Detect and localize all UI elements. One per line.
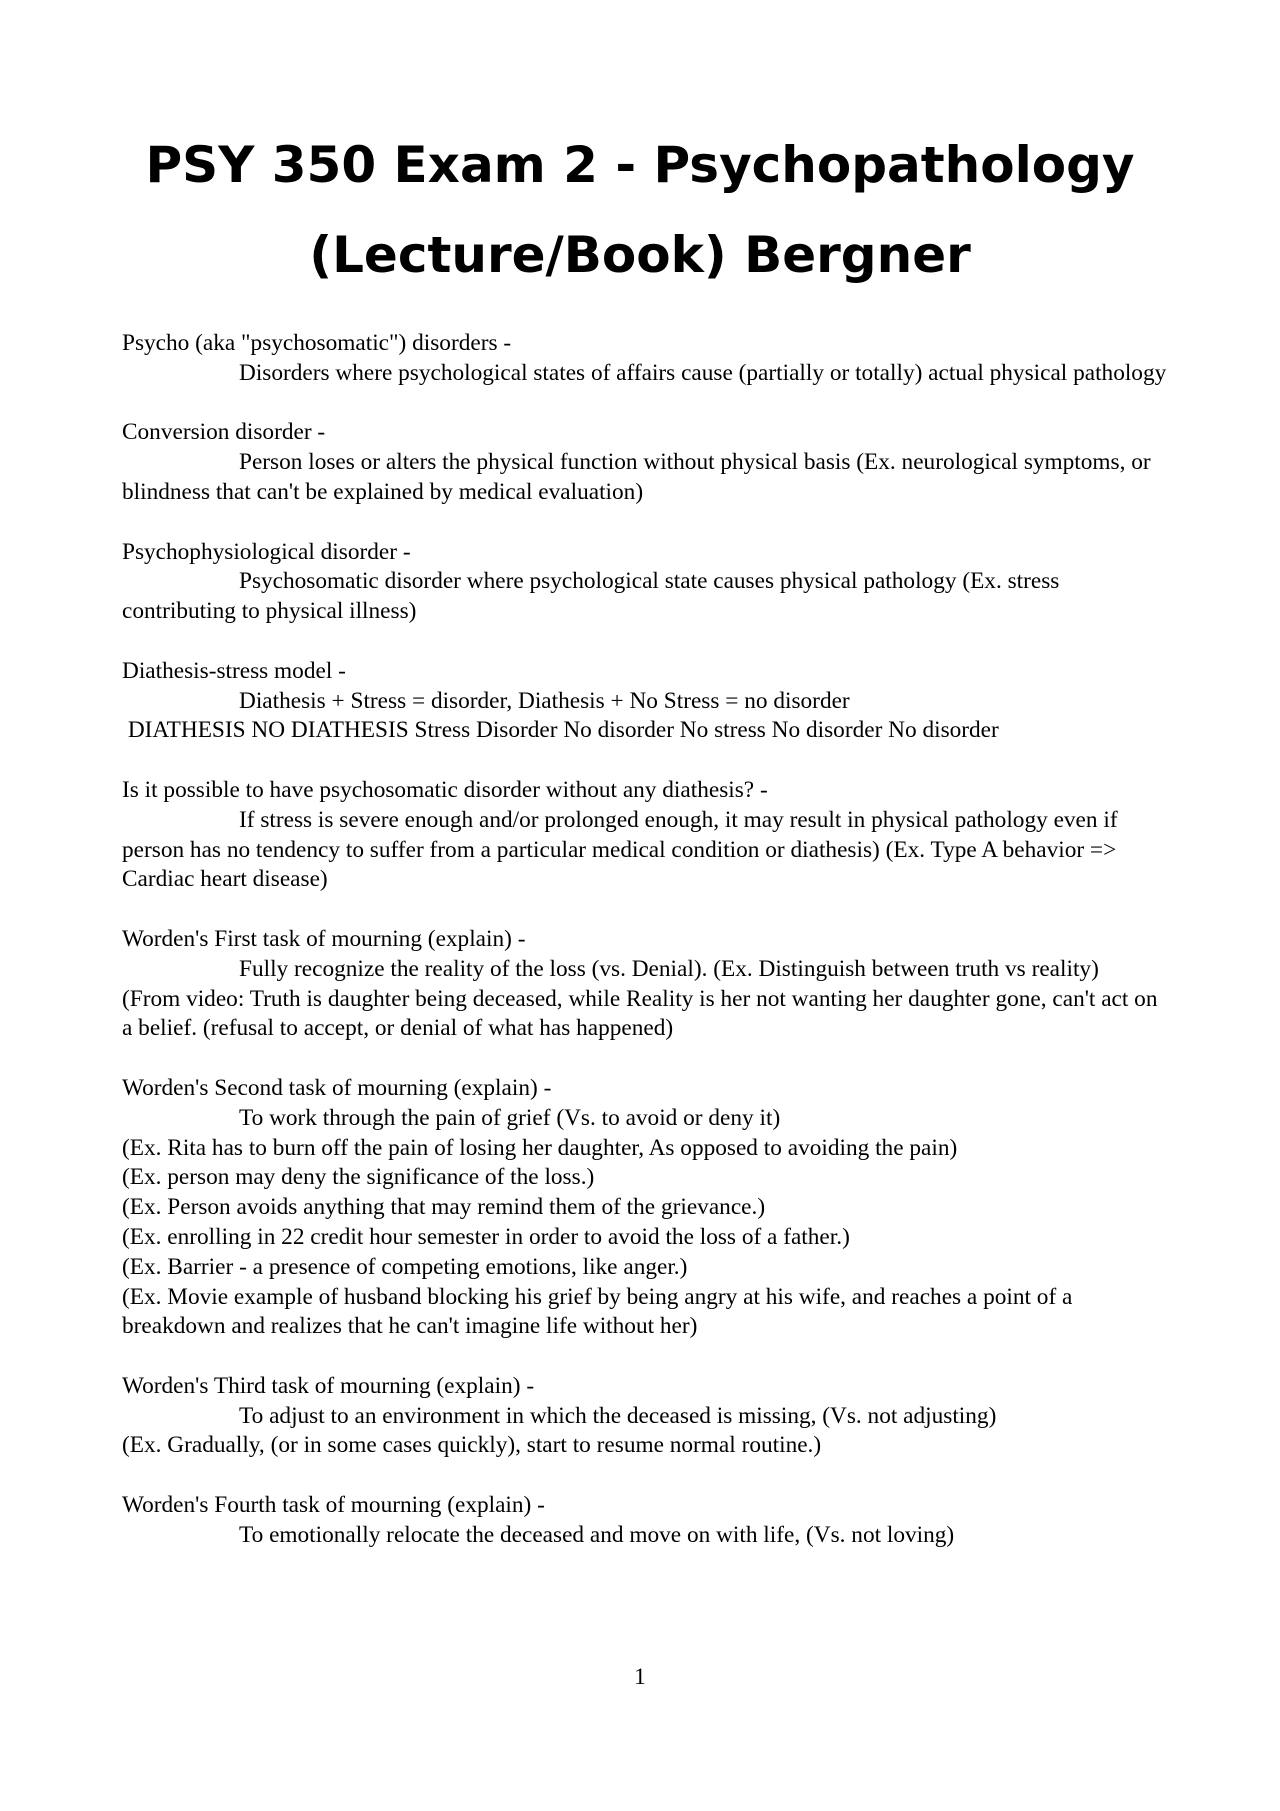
entry-note: (Ex. person may deny the significance of the loss.) [122, 1164, 595, 1191]
entry-table-text: DIATHESIS NO DIATHESIS Stress Disorder No disorder No stress No disorder No disorder [122, 717, 999, 744]
entry-note: (Ex. Barrier - a presence of competing emotions, like anger.) [122, 1253, 688, 1280]
page-number: 1 [634, 1664, 646, 1690]
entry-definition: Person loses or alters the physical function without physical basis (Ex. neurological symptoms, or blindness that can't be explained by medical evaluation) [122, 449, 1151, 505]
entry-term: Conversion disorder - [122, 419, 326, 446]
entry-definition: If stress is severe enough and/or prolonged enough, it may result in physical pathology even if person has no tendency to suffer from a particular medical condition or diathesis) (Ex. Type A behavior => Cardiac heart disease) [122, 806, 1118, 893]
entry-term: Worden's Third task of mourning (explain) - [122, 1372, 535, 1399]
entry-diathesis-stress-model [122, 657, 1172, 746]
title-line-1: PSY 350 Exam 2 - Psychopathology [145, 136, 1135, 194]
entry-note: (Ex. Person avoids anything that may remind them of the grievance.) [122, 1194, 766, 1221]
document-body [122, 329, 1172, 1580]
entry-definition: To adjust to an environment in which the deceased is missing, (Vs. not adjusting) [239, 1402, 997, 1429]
entry-term: Worden's First task of mourning (explain) - [122, 925, 526, 952]
entry-definition: To emotionally relocate the deceased and move on with life, (Vs. not loving) [239, 1521, 955, 1548]
page-title [100, 120, 1180, 300]
entry-definition: Psychosomatic disorder where psychological state causes physical pathology (Ex. stress contributing to physical illness) [122, 568, 1060, 625]
entry-note: (Ex. Movie example of husband blocking his grief by being angry at his wife, and reaches a point of a breakdown and realizes that he can't imagine life without her) [122, 1283, 1073, 1340]
title-line-2: (Lecture/Book) Bergner [309, 226, 971, 284]
entry-term: Diathesis-stress model - [122, 657, 346, 684]
entry-note: (Ex. Rita has to burn off the pain of losing her daughter, As opposed to avoiding the pain) [122, 1134, 958, 1161]
entry-note: (Ex. Gradually, (or in some cases quickly), start to resume normal routine.) [122, 1432, 822, 1459]
entry-term: Worden's Fourth task of mourning (explain) - [122, 1492, 545, 1519]
entry-psychosomatic-without-diathesis [122, 776, 1172, 895]
entry-definition: Diathesis + Stress = disorder, Diathesis + No Stress = no disorder [239, 687, 850, 714]
entry-definition: Disorders where psychological states of affairs cause (partially or totally) actual physical pathology [239, 359, 1167, 386]
entry-psychophysiological-disorder [122, 538, 1172, 627]
entry-term: Is it possible to have psychosomatic disorder without any diathesis? - [122, 776, 768, 803]
entry-definition: Fully recognize the reality of the loss (vs. Denial). (Ex. Distinguish between truth vs reality) [239, 955, 1099, 982]
entry-worden-third-task [122, 1372, 1172, 1461]
entry-definition: To work through the pain of grief (Vs. to avoid or deny it) [239, 1104, 781, 1131]
entry-note: (From video: Truth is daughter being deceased, while Reality is her not wanting her daughter gone, can't act on a belief. (refusal to accept, or denial of what has happened) [122, 985, 1158, 1042]
entry-worden-first-task [122, 925, 1172, 1044]
entry-worden-second-task [122, 1074, 1172, 1342]
entry-conversion-disorder [122, 418, 1172, 507]
entry-term: Worden's Second task of mourning (explain) - [122, 1074, 552, 1101]
entry-term: Psychophysiological disorder - [122, 538, 411, 565]
entry-term: Psycho (aka "psychosomatic") disorders - [122, 330, 512, 356]
entry-psycho-disorders [122, 329, 1172, 389]
entry-note: (Ex. enrolling in 22 credit hour semester in order to avoid the loss of a father.) [122, 1223, 850, 1250]
entry-worden-fourth-task [122, 1491, 1172, 1551]
